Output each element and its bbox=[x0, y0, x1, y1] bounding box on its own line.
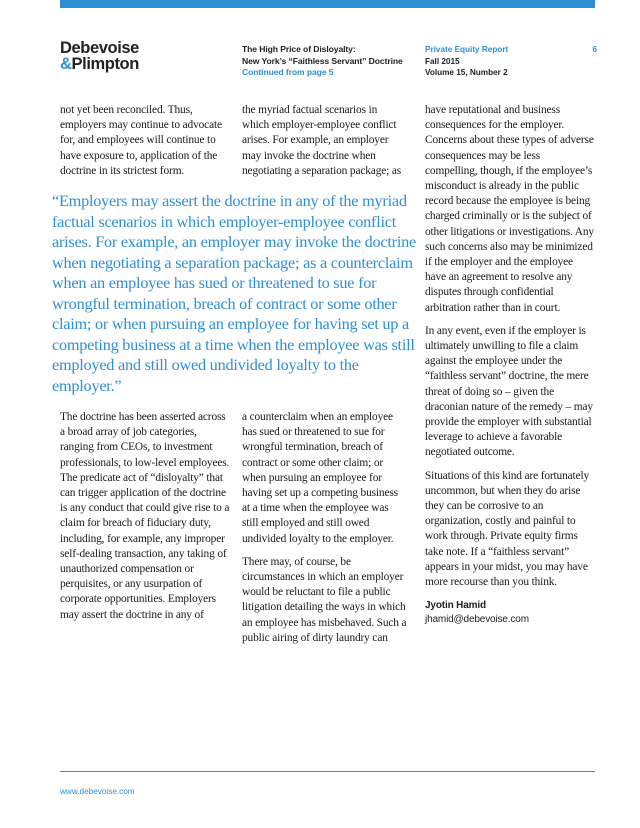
logo-ampersand: & bbox=[60, 55, 72, 73]
report-name: Private Equity Report bbox=[425, 45, 509, 54]
volume-number: Volume 15, Number 2 bbox=[425, 68, 508, 77]
body-paragraph: In any event, even if the employer is ultimately unwilling to file a claim against the employee under the “faithless servant” doctrine, the mere threat of doing so – given the draconian nature of the remedy – may provide the employer with substantial leverage to achieve a favorable negotiated outcome. bbox=[425, 324, 593, 459]
body-paragraph: There may, of course, be circumstances in which an employer would be reluctant to file a public litigation detailing the ways in which an employee has misbehaved. Such a public airing of dirty laundry can bbox=[242, 555, 407, 644]
bottom-column-2 bbox=[242, 410, 407, 654]
body-paragraph: not yet been reconciled. Thus, employers may continue to advocate for, and employees will continue to have exposure to, application of the doctrine in its strictest form. bbox=[60, 104, 222, 177]
footer-divider bbox=[60, 771, 595, 772]
article-title-line-2: New York’s “Faithless Servant” Doctrine bbox=[242, 55, 403, 66]
bottom-column-1 bbox=[60, 410, 232, 631]
body-paragraph: The doctrine has been asserted across a broad array of job categories, ranging from CEOs, to investment professionals, to low-level employees. The predicate act of “disloyalty” that can trigger application of the doctrine is any conduct that could give rise to a claim for breach of fiduciary duty, including, for example, any improper self-dealing transaction, any taking of unauthorized compensation or perquisites, or any usurpation of corporate opportunities. Employers may assert the doctrine in any of bbox=[60, 411, 230, 621]
top-column-2 bbox=[242, 103, 404, 187]
article-title-line-1: The High Price of Disloyalty: bbox=[242, 44, 356, 54]
firm-logo bbox=[60, 40, 139, 72]
continued-from-link[interactable]: Continued from page 5 bbox=[242, 67, 334, 77]
report-meta bbox=[425, 44, 597, 79]
article-header bbox=[242, 44, 403, 79]
issue-date: Fall 2015 bbox=[425, 56, 460, 66]
top-column-1 bbox=[60, 103, 222, 187]
author-name: Jyotin Hamid bbox=[425, 600, 486, 612]
logo-line-1: Debevoise bbox=[60, 39, 139, 57]
author-email-link[interactable]: jhamid@debevoise.com bbox=[425, 614, 529, 626]
page-number: 6 bbox=[592, 45, 597, 54]
body-paragraph: a counterclaim when an employee has sued or threatened to sue for wrongful termination, breach of contract or some other claim; or when pursuing an employee for having set up a competing business at a time when the employee was still employed and still owed undivided loyalty to the employer. bbox=[242, 411, 398, 545]
pull-quote: “Employers may assert the doctrine in any of the myriad factual scenarios in which employer-employee conflict arises. For example, an employer may invoke the doctrine when negotiating a separation package; as a counterclaim when an employee has sued or threatened to sue for wrongful termination, breach of contract or some other claim; or when pursuing an employee for having set up a competing business at a time when the employee was still employed and still owed undivided loyalty to the employer.” bbox=[52, 191, 416, 395]
body-paragraph: Situations of this kind are fortunately uncommon, but when they do arise they can be corrosive to an organization, costly and painful to work through. Private equity firms take note. If a “faithless servant” appears in your midst, you may have more recourse than you think. bbox=[425, 469, 590, 589]
logo-line-2: Plimpton bbox=[71, 55, 139, 73]
body-paragraph: have reputational and business consequences for the employer. Concerns about these types of adverse consequences may be less compelling, though, if the employee’s misconduct is already in the public record because the employee is being charged criminally or is the subject of other litigations or investigations. Any such concerns also may be minimized if the employer and the employee have an agreement to resolve any disputes through confidential arbitration rather than in court. bbox=[425, 104, 594, 314]
top-accent-bar bbox=[60, 0, 595, 8]
body-paragraph: the myriad factual scenarios in which employer-employee conflict arises. For example, an employer may invoke the doctrine when negotiating a separation package; as bbox=[242, 104, 402, 177]
footer-website-link[interactable]: www.debevoise.com bbox=[60, 787, 135, 796]
right-column bbox=[425, 103, 595, 627]
